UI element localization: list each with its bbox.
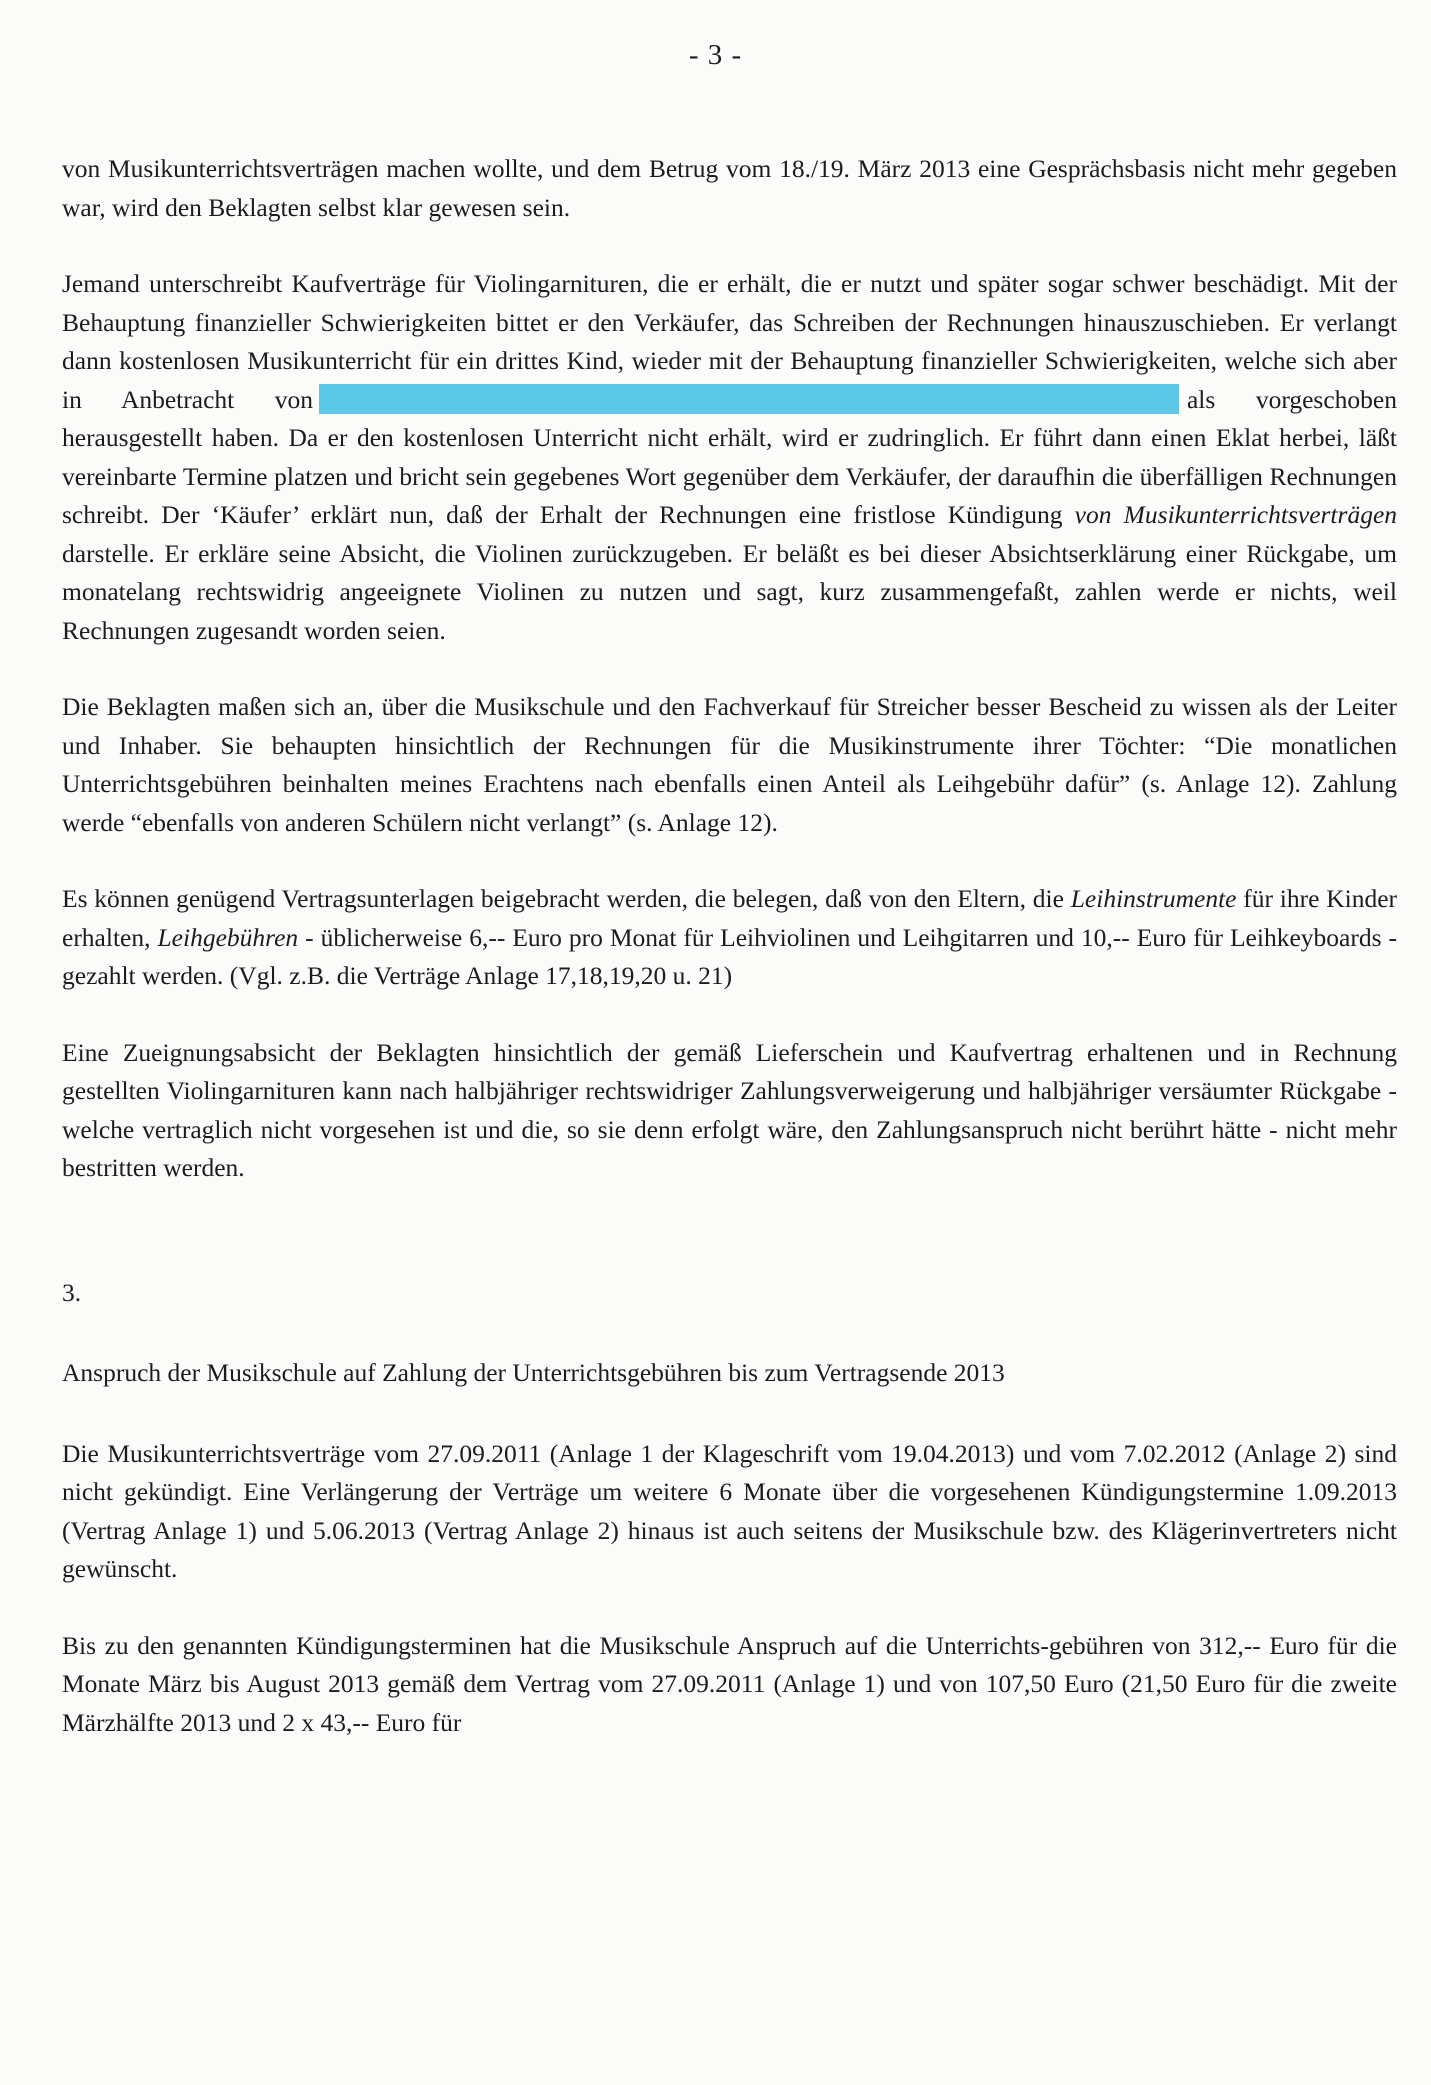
paragraph-4-part-a: Es können genügend Vertragsunterlagen beigebracht werden, die belegen, daß von den Eltern, die — [62, 884, 1064, 913]
redaction-bar — [319, 384, 1179, 414]
paragraph-2-emphasis: von Musikunterrichtsverträgen — [1074, 500, 1398, 529]
paragraph-2 — [62, 265, 1397, 650]
paragraph-4-emphasis-1: Leihinstrumente — [1070, 884, 1237, 913]
paragraph-4-part-c: - üblicherweise 6,-- Euro pro Monat für Leihviolinen und Leihgitarren und 10,-- Euro für Leihkeyboards - gezahlt werden. (Vgl. z.B. die Verträge Anlage 17,18,19,20 u. 21) — [62, 922, 1397, 990]
paragraph-2-part-b: als vorgeschoben herausgestellt haben. Da er den kostenlosen Unterricht nicht erhält, wird er zudringlich. Er führt dann einen Eklat herbei, läßt vereinbarte Termine platzen und bricht sein gegebenes Wort gegenüber dem Verkäufer, der daraufhin die überfälligen Rechnungen schreibt. Der ‘Käufer’ erklärt nun, daß der Erhalt der Rechnungen eine fristlose Kündigung — [62, 384, 1397, 529]
page-number: - 3 - — [688, 39, 743, 71]
paragraph-6: Die Musikunterrichtsverträge vom 27.09.2011 (Anlage 1 der Klageschrift vom 19.04.2013) und vom 7.02.2012 (Anlage 2) sind nicht gekündigt. Eine Verlängerung der Verträge um weitere 6 Monate über die vorgesehenen Kündigungstermine 1.09.2013 (Vertrag Anlage 1) und 5.06.2013 (Vertrag Anlage 2) hinaus ist auch seitens der Musikschule bzw. des Klägerinvertreters nicht gewünscht. — [62, 1438, 1397, 1583]
section-number: 3. — [62, 1277, 82, 1307]
paragraph-5: Eine Zueignungsabsicht der Beklagten hinsichtlich der gemäß Lieferschein und Kaufvertrag erhaltenen und in Rechnung gestellten Violingarnituren kann nach halbjähriger rechtswidriger Zahlungsverweigerung und halbjähriger versäumter Rückgabe - welche vertraglich nicht vorgesehen ist und die, so sie denn erfolgt wäre, den Zahlungsanspruch nicht berührt hätte - nicht mehr bestritten werden. — [62, 1037, 1397, 1182]
paragraph-4-emphasis-2: Leihgebühren — [157, 922, 299, 952]
paragraph-2-part-a: Jemand unterschreibt Kaufverträge für Violingarnituren, die er erhält, die er nutzt und später sogar schwer beschädigt. Mit der Behauptung finanzieller Schwierigkeiten bittet er den Verkäufer, das Schreiben der Rechnungen hinauszuschieben. Er verlangt dann kostenlosen Musikunterricht für ein drittes Kind, wieder mit der Behauptung finanzieller Schwierigkeiten, welche sich aber in Anbetracht von — [62, 269, 1397, 414]
document-body — [62, 150, 1397, 1780]
paragraph-2-part-c: darstelle. Er erkläre seine Absicht, die Violinen zurückzugeben. Er beläßt es bei dieser Absichtserklärung einer Rückgabe, um monatelang rechtswidrig angeeignete Violinen zu nutzen und sagt, kurz zusammengefaßt, zahlen werde er nichts, weil Rechnungen zugesandt worden seien. — [62, 538, 1397, 645]
paragraph-7: Bis zu den genannten Kündigungsterminen hat die Musikschule Anspruch auf die Unterrichts-gebühren von 312,-- Euro für die Monate März bis August 2013 gemäß dem Vertrag vom 27.09.2011 (Anlage 1) und von 107,50 Euro (21,50 Euro für die zweite Märzhälfte 2013 und 2 x 43,-- Euro für — [62, 1630, 1397, 1737]
section-title: Anspruch der Musikschule auf Zahlung der Unterrichtsgebühren bis zum Vertragsende 2013 — [62, 1358, 1005, 1387]
paragraph-1: von Musikunterrichtsverträgen machen wollte, und dem Betrug vom 18./19. März 2013 eine Gesprächsbasis nicht mehr gegeben war, wird den Beklagten selbst klar gewesen sein. — [62, 154, 1397, 222]
paragraph-3: Die Beklagten maßen sich an, über die Musikschule und den Fachverkauf für Streicher besser Bescheid zu wissen als der Leiter und Inhaber. Sie behaupten hinsichtlich der Rechnungen für die Musikinstrumente ihrer Töchter: “Die monatlichen Unterrichtsgebühren beinhalten meines Erachtens nach ebenfalls einen Anteil als Leihgebühr dafür” (s. Anlage 12). Zahlung werde “ebenfalls von anderen Schülern nicht verlangt” (s. Anlage 12). — [62, 692, 1397, 837]
paragraph-4 — [62, 880, 1397, 996]
paragraph-4-part-b: für ihre Kinder erhalten, — [62, 884, 1398, 952]
